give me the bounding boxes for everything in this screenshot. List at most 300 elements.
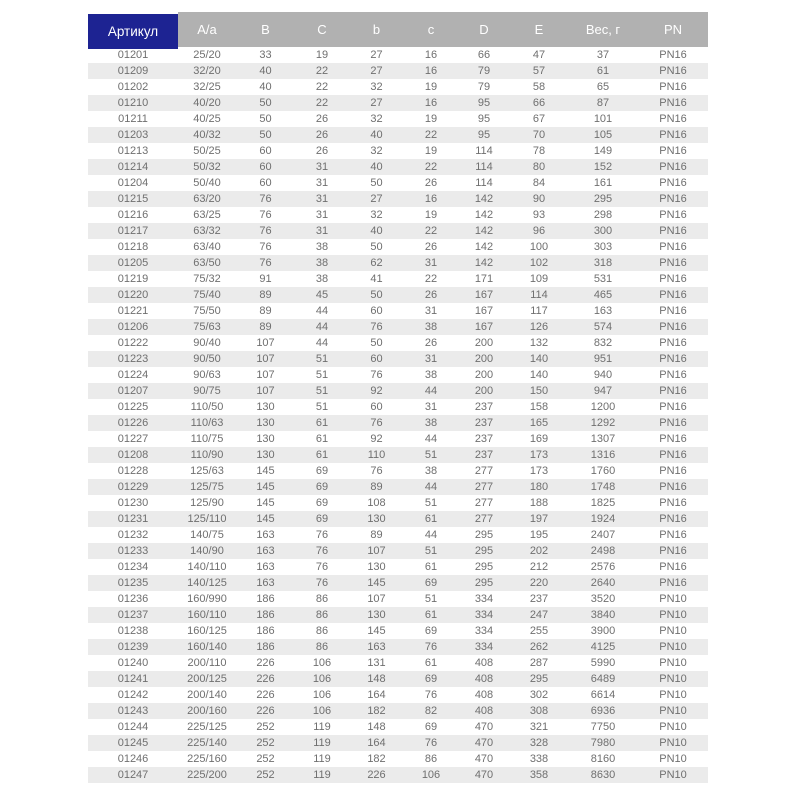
table-cell: 40/32 bbox=[193, 129, 221, 141]
table-cell: 408 bbox=[474, 705, 494, 717]
table-cell: 61 bbox=[315, 417, 329, 429]
table-cell: 63/20 bbox=[193, 193, 221, 205]
table-cell: 40 bbox=[370, 129, 383, 141]
table-cell: 107 bbox=[256, 353, 275, 365]
table-row bbox=[88, 207, 708, 223]
table-cell: 117 bbox=[530, 305, 548, 317]
table-cell: PN10 bbox=[659, 689, 687, 701]
table-cell: 01219 bbox=[117, 273, 149, 285]
table-cell: 1292 bbox=[590, 417, 616, 429]
table-cell: 01244 bbox=[117, 721, 149, 733]
table-cell: 51 bbox=[424, 449, 438, 461]
table-cell: PN16 bbox=[659, 561, 687, 573]
table-cell: 01228 bbox=[117, 465, 149, 477]
table-cell: 01225 bbox=[117, 401, 149, 413]
table-cell: PN16 bbox=[659, 257, 687, 269]
table-cell: 200 bbox=[474, 369, 494, 381]
table-cell: 63/40 bbox=[193, 241, 221, 253]
table-cell: 110/90 bbox=[190, 449, 224, 461]
table-cell: 44 bbox=[315, 337, 329, 349]
table-cell: 38 bbox=[315, 273, 329, 285]
table-cell: 226 bbox=[256, 705, 275, 717]
table-cell: 22 bbox=[424, 273, 438, 285]
table-cell: 148 bbox=[367, 721, 386, 733]
table-cell: 01230 bbox=[117, 497, 149, 509]
table-cell: 38 bbox=[315, 257, 329, 269]
table-cell: 31 bbox=[424, 257, 438, 269]
table-cell: 01235 bbox=[117, 577, 149, 589]
table-cell: 140 bbox=[529, 353, 549, 365]
table-cell: 130 bbox=[256, 417, 275, 429]
table-row bbox=[88, 415, 708, 431]
table-cell: 106 bbox=[421, 769, 441, 781]
table-cell: 295 bbox=[529, 673, 549, 685]
table-row bbox=[88, 495, 708, 511]
table-cell: 37 bbox=[596, 49, 610, 61]
table-cell: 76 bbox=[315, 529, 329, 541]
table-cell: 76 bbox=[259, 225, 272, 237]
table-cell: 62 bbox=[370, 257, 383, 269]
table-cell: 1307 bbox=[590, 433, 616, 445]
header-cell: Вес, г bbox=[568, 12, 638, 47]
table-cell: 57 bbox=[532, 65, 546, 77]
table-cell: PN10 bbox=[659, 657, 687, 669]
table-cell: 165 bbox=[529, 417, 549, 429]
table-cell: 200/140 bbox=[187, 689, 227, 701]
table-cell: 107 bbox=[256, 337, 275, 349]
table-cell: 470 bbox=[474, 721, 494, 733]
table-row bbox=[88, 559, 708, 575]
table-cell: 69 bbox=[315, 465, 329, 477]
table-cell: 86 bbox=[315, 625, 329, 637]
header-cell: B bbox=[236, 12, 295, 47]
table-cell: 303 bbox=[593, 241, 613, 253]
table-cell: 69 bbox=[424, 673, 438, 685]
table-row bbox=[88, 319, 708, 335]
table-row bbox=[88, 223, 708, 239]
table-cell: 302 bbox=[529, 689, 549, 701]
table-cell: 89 bbox=[259, 321, 272, 333]
table-cell: 163 bbox=[256, 561, 275, 573]
table-cell: 86 bbox=[315, 593, 329, 605]
table-cell: 2576 bbox=[590, 561, 616, 573]
table-row bbox=[88, 623, 708, 639]
table-cell: 295 bbox=[474, 577, 494, 589]
table-cell: 180 bbox=[529, 481, 549, 493]
table-cell: 130 bbox=[367, 609, 386, 621]
table-cell: 92 bbox=[370, 385, 383, 397]
table-cell: 152 bbox=[593, 161, 613, 173]
table-cell: 61 bbox=[315, 449, 329, 461]
table-cell: 90/63 bbox=[193, 369, 221, 381]
table-cell: 334 bbox=[474, 641, 494, 653]
table-cell: 145 bbox=[367, 577, 386, 589]
table-cell: 295 bbox=[474, 561, 494, 573]
table-cell: 76 bbox=[315, 561, 329, 573]
table-cell: 26 bbox=[315, 145, 329, 157]
table-cell: 50 bbox=[259, 113, 272, 125]
table-cell: 01222 bbox=[117, 337, 149, 349]
header-cell: c bbox=[404, 12, 458, 47]
table-cell: 40/20 bbox=[193, 97, 221, 109]
table-cell: 225/200 bbox=[187, 769, 227, 781]
table-cell: 200/125 bbox=[187, 673, 227, 685]
table-cell: 940 bbox=[593, 369, 613, 381]
table-cell: 247 bbox=[529, 609, 549, 621]
table-cell: PN16 bbox=[659, 577, 687, 589]
table-cell: 334 bbox=[474, 609, 494, 621]
header-cell: E bbox=[510, 12, 568, 47]
table-cell: 76 bbox=[424, 689, 438, 701]
table-cell: 70 bbox=[532, 129, 546, 141]
table-cell: PN10 bbox=[659, 705, 687, 717]
table-cell: PN16 bbox=[659, 321, 687, 333]
table-cell: 50 bbox=[370, 177, 383, 189]
table-cell: 195 bbox=[529, 529, 549, 541]
table-cell: 102 bbox=[529, 257, 549, 269]
table-cell: 38 bbox=[315, 241, 329, 253]
table-cell: 01238 bbox=[117, 625, 149, 637]
table-cell: 44 bbox=[424, 529, 438, 541]
table-cell: 225/140 bbox=[187, 737, 227, 749]
table-cell: 237 bbox=[474, 417, 494, 429]
table-row bbox=[88, 527, 708, 543]
table-cell: 163 bbox=[593, 305, 613, 317]
table-row bbox=[88, 543, 708, 559]
table-cell: PN16 bbox=[659, 401, 687, 413]
table-cell: 76 bbox=[370, 369, 383, 381]
table-cell: PN16 bbox=[659, 369, 687, 381]
table-cell: 408 bbox=[474, 673, 494, 685]
table-row bbox=[88, 431, 708, 447]
table-cell: 3900 bbox=[590, 625, 616, 637]
table-row bbox=[88, 287, 708, 303]
table-cell: 140/110 bbox=[187, 561, 227, 573]
table-cell: 31 bbox=[315, 209, 329, 221]
table-cell: 140/125 bbox=[187, 577, 227, 589]
table-row bbox=[88, 255, 708, 271]
table-cell: 470 bbox=[474, 769, 494, 781]
table-cell: 86 bbox=[315, 609, 329, 621]
table-cell: 31 bbox=[424, 401, 438, 413]
table-cell: 50/25 bbox=[193, 145, 221, 157]
table-cell: 130 bbox=[256, 401, 275, 413]
table-row bbox=[88, 239, 708, 255]
table-cell: 69 bbox=[424, 625, 438, 637]
table-cell: 6614 bbox=[590, 689, 616, 701]
table-row bbox=[88, 575, 708, 591]
table-cell: 150 bbox=[529, 385, 549, 397]
table-row bbox=[88, 367, 708, 383]
table-cell: 44 bbox=[424, 385, 438, 397]
table-cell: 79 bbox=[477, 81, 491, 93]
table-cell: 76 bbox=[259, 193, 272, 205]
table-cell: 01210 bbox=[117, 97, 149, 109]
table-row bbox=[88, 399, 708, 415]
table-cell: 114 bbox=[530, 289, 548, 301]
table-cell: 200 bbox=[474, 337, 494, 349]
table-cell: PN10 bbox=[659, 753, 687, 765]
table-cell: 44 bbox=[315, 305, 329, 317]
table-cell: 225/125 bbox=[187, 721, 227, 733]
table-cell: 163 bbox=[256, 577, 275, 589]
table-cell: 226 bbox=[256, 657, 275, 669]
table-cell: 40 bbox=[370, 225, 383, 237]
table-cell: 26 bbox=[424, 177, 438, 189]
table-cell: 6489 bbox=[590, 673, 616, 685]
table-cell: 01223 bbox=[117, 353, 149, 365]
table-cell: 90/75 bbox=[193, 385, 221, 397]
table-cell: 101 bbox=[593, 113, 613, 125]
table-cell: 01242 bbox=[117, 689, 149, 701]
table-cell: 32/20 bbox=[193, 65, 221, 77]
table-cell: 8630 bbox=[590, 769, 616, 781]
table-cell: 110/63 bbox=[190, 417, 224, 429]
table-cell: 66 bbox=[532, 97, 546, 109]
table-cell: 51 bbox=[315, 401, 329, 413]
table-cell: 142 bbox=[474, 241, 494, 253]
table-cell: 158 bbox=[529, 401, 549, 413]
table-cell: 106 bbox=[312, 657, 332, 669]
table-cell: 60 bbox=[259, 177, 272, 189]
table-row bbox=[88, 447, 708, 463]
table-row bbox=[88, 159, 708, 175]
table-cell: 33 bbox=[259, 49, 272, 61]
table-cell: 237 bbox=[474, 401, 494, 413]
table-cell: 60 bbox=[370, 401, 383, 413]
table-cell: 142 bbox=[474, 209, 494, 221]
header-cell: PN bbox=[638, 12, 708, 47]
table-cell: 163 bbox=[367, 641, 386, 653]
table-cell: 6936 bbox=[590, 705, 616, 717]
table-cell: 237 bbox=[474, 433, 494, 445]
table-row bbox=[88, 511, 708, 527]
table-cell: 01209 bbox=[117, 65, 149, 77]
table-cell: 7750 bbox=[590, 721, 616, 733]
table-cell: 66 bbox=[477, 49, 491, 61]
table-cell: 60 bbox=[370, 353, 383, 365]
table-cell: 114 bbox=[475, 145, 493, 157]
table-cell: 95 bbox=[477, 113, 491, 125]
table-cell: 01232 bbox=[117, 529, 149, 541]
table-cell: 298 bbox=[593, 209, 613, 221]
table-cell: 106 bbox=[312, 689, 332, 701]
table-cell: 19 bbox=[424, 145, 438, 157]
table-cell: 76 bbox=[315, 577, 329, 589]
table-cell: 76 bbox=[424, 737, 438, 749]
table-cell: 295 bbox=[474, 545, 494, 557]
table-row bbox=[88, 63, 708, 79]
table-cell: 50/32 bbox=[193, 161, 221, 173]
table-cell: 01207 bbox=[117, 385, 149, 397]
table-cell: 142 bbox=[474, 257, 494, 269]
table-cell: 51 bbox=[424, 545, 438, 557]
table-cell: 149 bbox=[593, 145, 613, 157]
table-cell: PN16 bbox=[659, 193, 687, 205]
table-cell: 186 bbox=[256, 593, 275, 605]
table-cell: 51 bbox=[424, 497, 438, 509]
table-cell: 108 bbox=[367, 497, 386, 509]
table-cell: 163 bbox=[256, 529, 275, 541]
table-cell: 41 bbox=[370, 273, 383, 285]
table-row bbox=[88, 335, 708, 351]
table-row bbox=[88, 95, 708, 111]
table-cell: 226 bbox=[367, 769, 386, 781]
table-cell: 32 bbox=[370, 113, 383, 125]
table-cell: 200 bbox=[474, 353, 494, 365]
table-cell: 186 bbox=[256, 609, 275, 621]
table-cell: 01243 bbox=[117, 705, 149, 717]
table-cell: 110/50 bbox=[190, 401, 224, 413]
table-cell: 69 bbox=[424, 721, 438, 733]
table-cell: 26 bbox=[424, 289, 438, 301]
table-cell: 50/40 bbox=[193, 177, 221, 189]
table-cell: 89 bbox=[370, 481, 383, 493]
table-cell: 1924 bbox=[590, 513, 616, 525]
table-cell: 69 bbox=[315, 497, 329, 509]
table-cell: 32 bbox=[370, 81, 383, 93]
table-cell: 131 bbox=[367, 657, 386, 669]
table-row bbox=[88, 143, 708, 159]
table-cell: 75/63 bbox=[193, 321, 221, 333]
spec-table bbox=[88, 12, 708, 783]
table-cell: 01206 bbox=[117, 321, 149, 333]
table-cell: 255 bbox=[529, 625, 549, 637]
table-row bbox=[88, 687, 708, 703]
table-cell: 237 bbox=[474, 449, 494, 461]
table-cell: PN16 bbox=[659, 113, 687, 125]
table-cell: 38 bbox=[424, 321, 438, 333]
table-cell: 19 bbox=[424, 209, 438, 221]
table-cell: 50 bbox=[370, 241, 383, 253]
table-cell: 82 bbox=[424, 705, 438, 717]
table-cell: 164 bbox=[367, 689, 386, 701]
table-cell: 140/90 bbox=[190, 545, 224, 557]
table-row bbox=[88, 735, 708, 751]
table-cell: 22 bbox=[424, 161, 438, 173]
table-cell: 252 bbox=[256, 737, 275, 749]
table-cell: 2640 bbox=[590, 577, 616, 589]
table-cell: 164 bbox=[367, 737, 386, 749]
table-cell: PN16 bbox=[659, 241, 687, 253]
table-cell: 27 bbox=[370, 193, 383, 205]
table-cell: 27 bbox=[370, 97, 383, 109]
table-cell: 84 bbox=[532, 177, 546, 189]
table-cell: 75/40 bbox=[193, 289, 221, 301]
table-cell: 27 bbox=[370, 49, 383, 61]
table-cell: PN16 bbox=[659, 353, 687, 365]
table-cell: 125/63 bbox=[190, 465, 224, 477]
table-cell: PN10 bbox=[659, 673, 687, 685]
table-cell: 75/50 bbox=[193, 305, 221, 317]
table-cell: 145 bbox=[256, 465, 275, 477]
table-cell: 40 bbox=[259, 81, 272, 93]
table-cell: 63/25 bbox=[193, 209, 221, 221]
table-row bbox=[88, 175, 708, 191]
table-cell: 50 bbox=[259, 97, 272, 109]
table-cell: 61 bbox=[424, 657, 438, 669]
table-cell: 334 bbox=[474, 625, 494, 637]
table-cell: 212 bbox=[529, 561, 549, 573]
table-cell: 89 bbox=[259, 305, 272, 317]
table-cell: 465 bbox=[593, 289, 613, 301]
table-cell: 114 bbox=[475, 161, 493, 173]
table-cell: 574 bbox=[593, 321, 613, 333]
table-cell: 132 bbox=[529, 337, 549, 349]
table-cell: 202 bbox=[529, 545, 549, 557]
table-cell: 86 bbox=[315, 641, 329, 653]
table-cell: 16 bbox=[424, 65, 438, 77]
table-row bbox=[88, 639, 708, 655]
table-cell: 145 bbox=[256, 513, 275, 525]
table-row bbox=[88, 703, 708, 719]
table-cell: 160/990 bbox=[187, 593, 227, 605]
table-cell: 125/75 bbox=[190, 481, 224, 493]
table-cell: 91 bbox=[259, 273, 272, 285]
table-cell: 140 bbox=[529, 369, 549, 381]
table-cell: 26 bbox=[424, 337, 438, 349]
table-cell: 161 bbox=[593, 177, 613, 189]
table-cell: 408 bbox=[474, 689, 494, 701]
table-cell: 1748 bbox=[590, 481, 616, 493]
table-cell: PN10 bbox=[659, 721, 687, 733]
table-cell: 16 bbox=[424, 97, 438, 109]
table-cell: 40 bbox=[259, 65, 272, 77]
table-cell: 58 bbox=[532, 81, 546, 93]
table-cell: PN16 bbox=[659, 497, 687, 509]
table-cell: 38 bbox=[424, 369, 438, 381]
table-cell: 186 bbox=[256, 641, 275, 653]
table-cell: 160/125 bbox=[187, 625, 227, 637]
table-cell: 01201 bbox=[117, 49, 149, 61]
table-cell: PN16 bbox=[659, 433, 687, 445]
table-cell: 22 bbox=[315, 65, 329, 77]
table-cell: 105 bbox=[593, 129, 613, 141]
table-cell: PN16 bbox=[659, 417, 687, 429]
table-cell: 237 bbox=[529, 593, 549, 605]
table-cell: 01234 bbox=[117, 561, 149, 573]
table-row bbox=[88, 47, 708, 63]
table-cell: 125/110 bbox=[187, 513, 227, 525]
table-cell: PN16 bbox=[659, 529, 687, 541]
table-cell: 76 bbox=[259, 209, 272, 221]
table-row bbox=[88, 351, 708, 367]
table-cell: 145 bbox=[367, 625, 386, 637]
table-cell: 01245 bbox=[117, 737, 149, 749]
table-cell: 01247 bbox=[117, 769, 149, 781]
table-cell: 125/90 bbox=[190, 497, 224, 509]
table-cell: 110 bbox=[367, 449, 386, 461]
table-cell: PN16 bbox=[659, 129, 687, 141]
table-cell: 50 bbox=[370, 337, 383, 349]
table-cell: 167 bbox=[474, 321, 494, 333]
table-cell: 32/25 bbox=[193, 81, 221, 93]
table-cell: 01233 bbox=[117, 545, 149, 557]
table-cell: 67 bbox=[532, 113, 546, 125]
table-cell: 947 bbox=[593, 385, 613, 397]
table-row bbox=[88, 127, 708, 143]
table-cell: 171 bbox=[474, 273, 494, 285]
table-cell: 01239 bbox=[117, 641, 149, 653]
table-cell: 200 bbox=[474, 385, 494, 397]
table-cell: 80 bbox=[532, 161, 546, 173]
table-cell: 51 bbox=[315, 385, 329, 397]
table-cell: 01231 bbox=[117, 513, 149, 525]
table-cell: 44 bbox=[424, 433, 438, 445]
table-row bbox=[88, 671, 708, 687]
header-cell: Артикул bbox=[88, 14, 178, 49]
table-row bbox=[88, 463, 708, 479]
